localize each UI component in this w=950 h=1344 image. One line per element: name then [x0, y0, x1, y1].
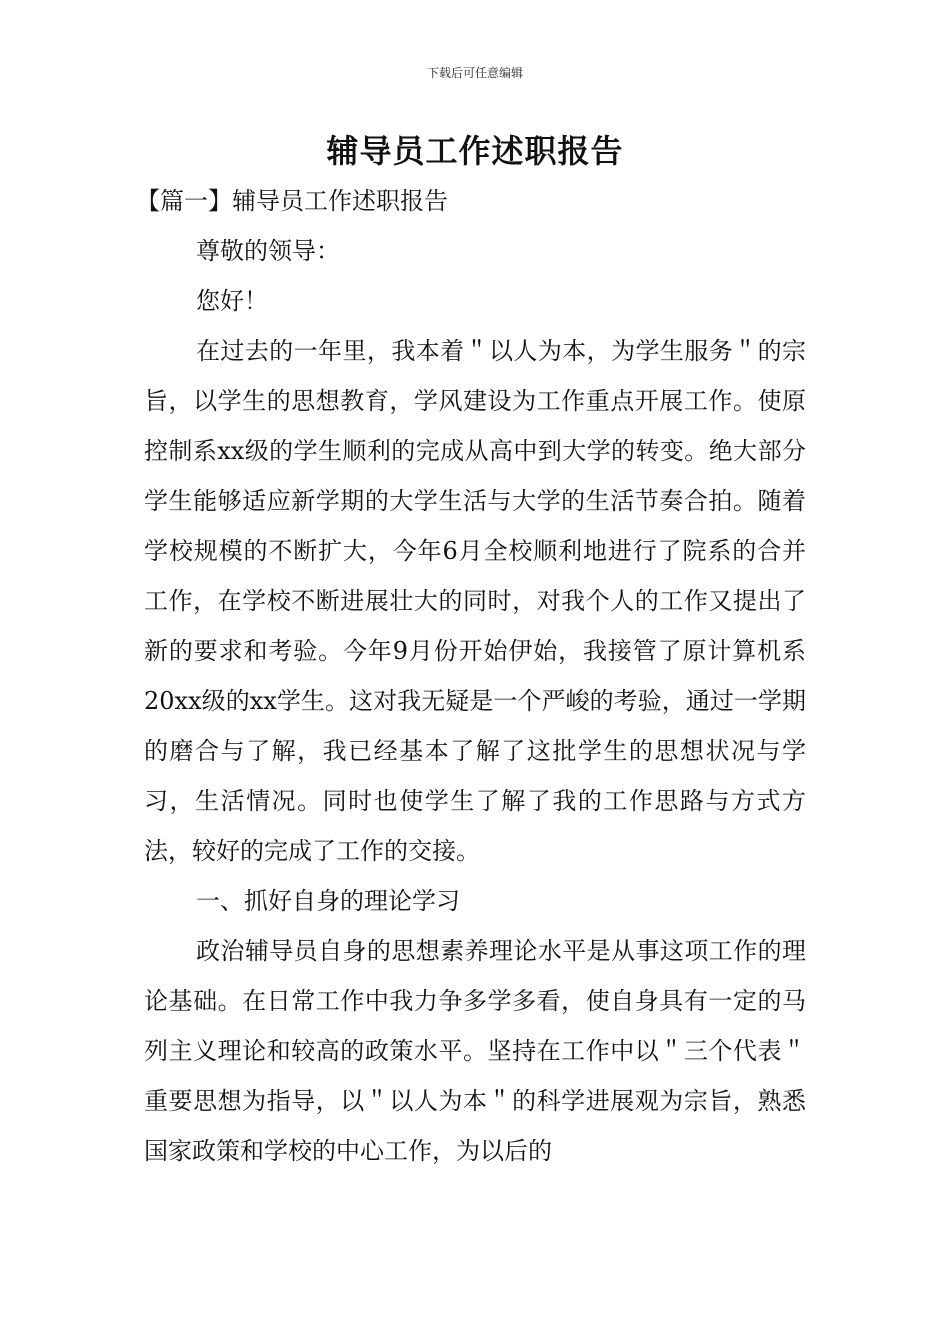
download-note: 下载后可任意编辑: [426, 66, 523, 80]
salutation: 尊敬的领导：: [196, 237, 340, 265]
document-title: 辅导员工作述职报告: [326, 132, 624, 170]
greeting: 您好！: [196, 287, 268, 315]
subheading: 一、抓好自身的理论学习: [196, 887, 460, 915]
paragraph: 政治辅导员自身的思想素养理论水平是从事这项工作的理论基础。在日常工作中我力争多学多看，使自身具有一定的马列主义理论和较高的政策水平。坚持在工作中以＂三个代表＂重要思想为指导，以＂以人为本＂的科学进展观为宗旨，熟悉国家政策和学校的中心工作，为以后的: [144, 937, 806, 1165]
section-heading: 【篇一】辅导员工作述职报告: [136, 187, 448, 215]
paragraph: 在过去的一年里，我本着＂以人为本，为学生服务＂的宗旨，以学生的思想教育，学风建设为工作重点开展工作。使原控制系xx级的学生顺利的完成从高中到大学的转变。绝大部分学生能够适应新学期的大学生活与大学的生活节奏合拍。随着学校规模的不断扩大，今年6月全校顺利地进行了院系的合并工作，在学校不断进展壮大的同时，对我个人的工作又提出了新的要求和考验。今年9月份开始伊始，我接管了原计算机系20xx级的xx学生。这对我无疑是一个严峻的考验，通过一学期的磨合与了解，我已经基本了解了这批学生的思想状况与学习，生活情况。同时也使学生了解了我的工作思路与方式方法，较好的完成了工作的交接。: [144, 337, 806, 865]
document-body: [136, 176, 806, 1176]
